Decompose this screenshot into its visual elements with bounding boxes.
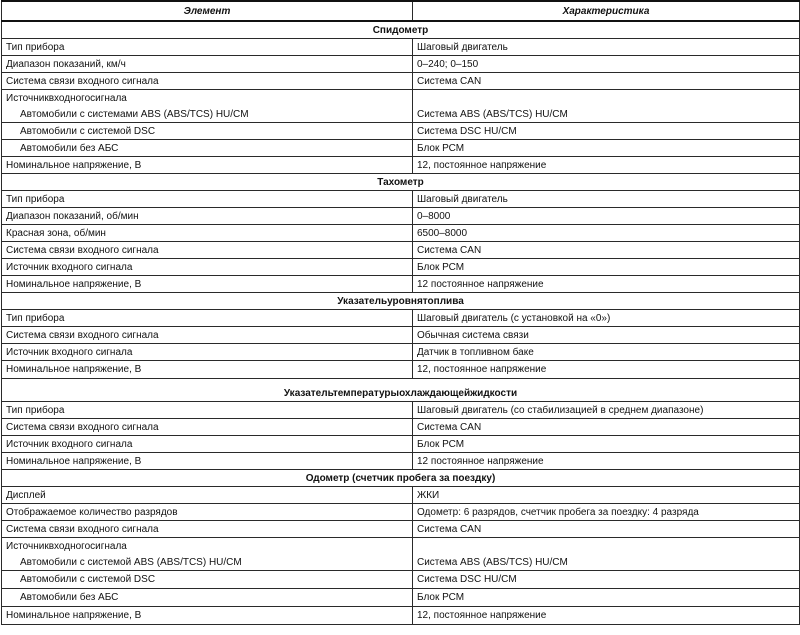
section-title-tachometer: Тахометр — [2, 174, 800, 191]
row-value: Датчик в топливном баке — [413, 344, 800, 361]
row-label: Система связи входного сигнала — [2, 521, 413, 538]
row-value: Блок РСМ — [413, 140, 800, 157]
table-row — [2, 589, 800, 607]
table-row — [2, 521, 800, 538]
table-header-row — [2, 1, 800, 21]
row-value: 0–240; 0–150 — [413, 56, 800, 73]
row-value: Система CAN — [413, 242, 800, 259]
row-label: Номинальное напряжение, В — [2, 157, 413, 174]
section-title-fuel: Указательуровнятоплива — [2, 293, 800, 310]
row-label: Источник входного сигнала — [2, 436, 413, 453]
section-title-row — [2, 174, 800, 191]
row-value: Система CAN — [413, 521, 800, 538]
row-label: Автомобили без АБС — [2, 589, 413, 607]
row-value: Система DSC HU/CM — [413, 571, 800, 589]
table-row — [2, 310, 800, 327]
row-value: Шаговый двигатель (с установкой на «0») — [413, 310, 800, 327]
table-row — [2, 327, 800, 344]
table-row — [2, 344, 800, 361]
row-label: Система связи входного сигнала — [2, 327, 413, 344]
row-label: Тип прибора — [2, 191, 413, 208]
spec-table — [1, 0, 800, 625]
table-row — [2, 402, 800, 419]
table-row — [2, 208, 800, 225]
table-row — [2, 419, 800, 436]
table-row — [2, 225, 800, 242]
row-value: Система CAN — [413, 419, 800, 436]
row-label: Номинальное напряжение, В — [2, 276, 413, 293]
table-row — [2, 453, 800, 470]
row-label: Система связи входного сигнала — [2, 242, 413, 259]
row-label: Система связи входного сигнала — [2, 73, 413, 90]
row-label: Номинальное напряжение, В — [2, 361, 413, 379]
row-label: Тип прибора — [2, 402, 413, 419]
section-title-coolant: Указательтемпературыохлаждающейжидкости — [2, 379, 800, 402]
row-label: Источник входного сигнала — [2, 259, 413, 276]
table-row — [2, 123, 800, 140]
row-value: 12, постоянное напряжение — [413, 361, 800, 379]
row-value: Система ABS (ABS/TCS) HU/CM — [413, 90, 800, 123]
row-value: 12 постоянное напряжение — [413, 276, 800, 293]
row-label: Автомобили с системой ABS (ABS/TCS) HU/CM — [2, 554, 413, 571]
column-header-characteristic: Характеристика — [413, 1, 800, 21]
row-value: Шаговый двигатель — [413, 191, 800, 208]
row-value: Блок РСМ — [413, 259, 800, 276]
table-row — [2, 157, 800, 174]
row-label: Дисплей — [2, 487, 413, 504]
row-value: Одометр: 6 разрядов, счетчик пробега за поездку: 4 разряда — [413, 504, 800, 521]
row-label: Автомобили с системами ABS (ABS/TCS) HU/CM — [2, 106, 413, 123]
row-label: Источник входного сигнала — [2, 344, 413, 361]
table-row — [2, 140, 800, 157]
row-value: Система ABS (ABS/TCS) HU/CM — [413, 538, 800, 571]
row-value: 6500–8000 — [413, 225, 800, 242]
row-value: 12, постоянное напряжение — [413, 157, 800, 174]
section-title-row — [2, 379, 800, 402]
row-value: Шаговый двигатель — [413, 39, 800, 56]
row-label: Диапазон показаний, км/ч — [2, 56, 413, 73]
row-value: Шаговый двигатель (со стабилизацией в среднем диапазоне) — [413, 402, 800, 419]
row-value: Блок РСМ — [413, 436, 800, 453]
row-label: Тип прибора — [2, 39, 413, 56]
table-row — [2, 191, 800, 208]
row-label: Система связи входного сигнала — [2, 419, 413, 436]
row-label: Отображаемое количество разрядов — [2, 504, 413, 521]
table-row — [2, 242, 800, 259]
row-label: Автомобили с системой DSC — [2, 123, 413, 140]
row-label: Красная зона, об/мин — [2, 225, 413, 242]
section-title-speedometer: Спидометр — [2, 21, 800, 39]
row-label: Автомобили без АБС — [2, 140, 413, 157]
table-row — [2, 56, 800, 73]
table-row — [2, 538, 800, 555]
table-row — [2, 39, 800, 56]
row-value: Блок РСМ — [413, 589, 800, 607]
section-title-row — [2, 293, 800, 310]
row-label: Диапазон показаний, об/мин — [2, 208, 413, 225]
table-row — [2, 571, 800, 589]
source-group-label: Источниквходногосигнала — [2, 90, 413, 107]
row-value: 12, постоянное напряжение — [413, 607, 800, 625]
row-value: ЖКИ — [413, 487, 800, 504]
source-group-label: Источниквходногосигнала — [2, 538, 413, 555]
row-label: Тип прибора — [2, 310, 413, 327]
table-row — [2, 73, 800, 90]
row-value: 12 постоянное напряжение — [413, 453, 800, 470]
table-row — [2, 504, 800, 521]
row-value: Система CAN — [413, 73, 800, 90]
section-title-row — [2, 470, 800, 487]
row-value: Обычная система связи — [413, 327, 800, 344]
table-row — [2, 90, 800, 107]
table-row — [2, 487, 800, 504]
table-row — [2, 607, 800, 625]
table-row — [2, 436, 800, 453]
row-value: Система DSC HU/CM — [413, 123, 800, 140]
table-row — [2, 259, 800, 276]
section-title-odometer: Одометр (счетчик пробега за поездку) — [2, 470, 800, 487]
column-header-element: Элемент — [2, 1, 413, 21]
row-label: Номинальное напряжение, В — [2, 453, 413, 470]
table-row — [2, 276, 800, 293]
table-row — [2, 361, 800, 379]
section-title-row — [2, 21, 800, 39]
row-label: Автомобили с системой DSC — [2, 571, 413, 589]
row-label: Номинальное напряжение, В — [2, 607, 413, 625]
row-value: 0–8000 — [413, 208, 800, 225]
